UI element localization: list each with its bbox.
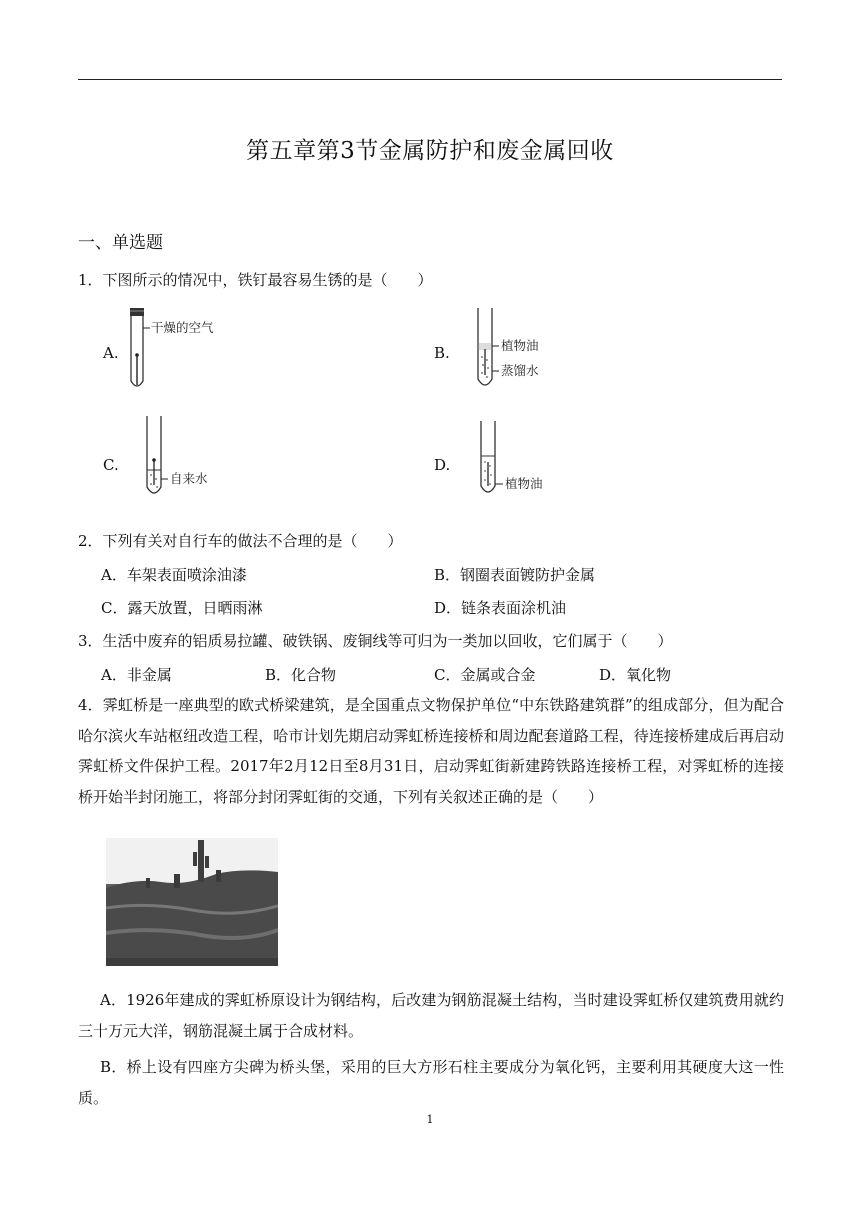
question-1-stem: 1．下图所示的情况中，铁钉最容易生锈的是（ ） [78,271,433,289]
q1-option-d-letter: D. [434,456,451,474]
q2-option-d: D．链条表面涂机油 [434,599,567,617]
q1-option-b-letter: B. [434,344,450,362]
q1-a-label: 干燥的空气 [151,320,214,335]
q1-c-label: 自来水 [170,471,208,486]
q1-option-b-tube [474,305,584,395]
q1-option-a-tube [122,305,242,395]
question-2-stem: 2．下列有关对自行车的做法不合理的是（ ） [78,532,403,550]
q4-option-b: B．桥上设有四座方尖碑为桥头堡，采用的巨大方形石柱主要成分为氧化钙，主要利用其硬度大这一性质。 [78,1058,784,1107]
section-heading: 一、单选题 [78,233,163,253]
q1-option-a-letter: A. [103,344,119,362]
q3-option-c: C．金属或合金 [434,666,536,684]
q1-option-d-tube [475,418,585,503]
question-3-stem: 3．生活中废弃的铝质易拉罐、破铁锅、废铜线等可归为一类加以回收，它们属于（ ） [78,632,673,650]
q3-option-d: D．氧化物 [599,666,672,684]
q2-option-c: C．露天放置，日晒雨淋 [101,599,263,617]
page-number: 1 [426,1113,434,1126]
q1-b-label-water: 蒸馏水 [501,363,539,378]
q2-option-a: A．车架表面喷涂油漆 [101,566,247,584]
q2-option-b: B．钢圈表面镀防护金属 [434,566,596,584]
q1-b-label-oil: 植物油 [501,338,539,353]
header-rule [78,79,782,80]
page-title: 第五章第3节金属防护和废金属回收 [246,138,614,164]
q3-option-b: B．化合物 [265,666,337,684]
q1-option-c-tube [141,413,241,503]
q1-d-label: 植物油 [505,476,543,491]
q1-option-c-letter: C. [103,456,119,474]
q4-option-a: A．1926年建成的霁虹桥原设计为钢结构，后改建为钢筋混凝土结构，当时建设霁虹桥仅建筑费用就约三十万元大洋，钢筋混凝土属于合成材料。 [78,991,784,1040]
bridge-photo [106,838,278,970]
question-4-stem: 4．霁虹桥是一座典型的欧式桥梁建筑，是全国重点文物保护单位“中东铁路建筑群”的组成部分，但为配合哈尔滨火车站枢纽改造工程，哈市计划先期启动霁虹桥连接桥和周边配套道路工程，待连接桥建成后再启动霁虹桥文件保护工程。2017年2月12日至8月31日，启动霁虹街新建跨铁路连接桥工程，对霁虹桥的连接桥开始半封闭施工，将部分封闭霁虹街的交通，下列有关叙述正确的是（ ） [78,696,784,806]
q3-option-a: A．非金属 [101,666,172,684]
